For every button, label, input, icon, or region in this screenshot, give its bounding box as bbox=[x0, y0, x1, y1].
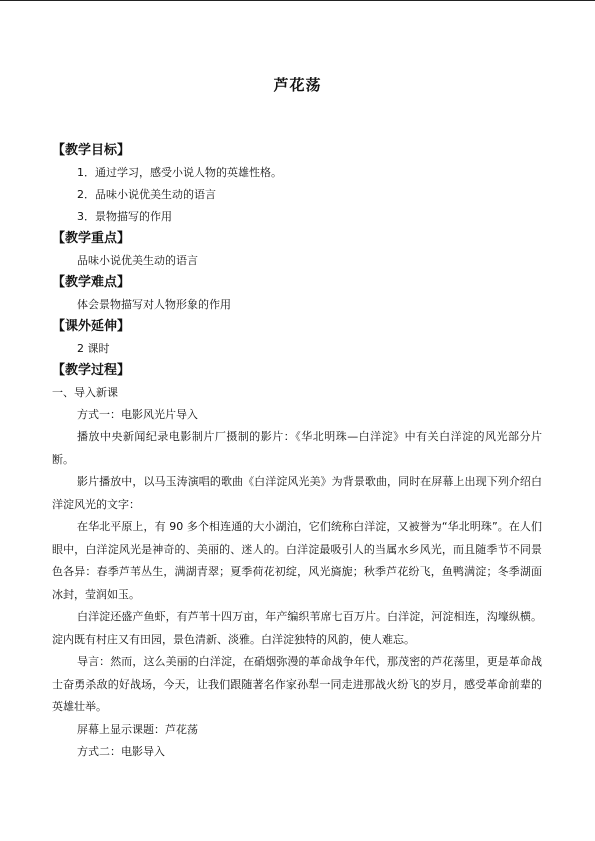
section-heading-key-points: 【教学重点】 bbox=[52, 231, 131, 246]
key-points-text: 品味小说优美生动的语言 bbox=[77, 254, 198, 267]
section-heading-objectives: 【教学目标】 bbox=[52, 143, 131, 158]
process-section-1: 一、导入新课 bbox=[52, 386, 118, 399]
process-paragraph: 在华北平原上，有 90 多个相连通的大小湖泊，它们统称白洋淀，又被誉为“华北明珠”。在人们眼中，白洋淀风光是神奇的、美丽的、迷人的。白洋淀最吸引人的当属水乡风光，而且随季节不同景色各异：春季芦苇丛生，满湖青翠；夏季荷花初绽，风光旖旎；秋季芦花纷飞，鱼鸭满淀；冬季湖面冰封，莹润如玉。 bbox=[52, 520, 542, 601]
process-paragraph: 导言：然而，这么美丽的白洋淀，在硝烟弥漫的革命战争年代，那茂密的芦花荡里，更是革命战士奋勇杀敌的好战场，今天，让我们跟随著名作家孙犁一同走进那战火纷飞的岁月，感受革命前辈的英雄壮举。 bbox=[52, 655, 542, 713]
section-heading-process: 【教学过程】 bbox=[52, 363, 131, 378]
section-heading-difficulties: 【教学难点】 bbox=[52, 275, 131, 290]
extension-text: 2 课时 bbox=[77, 342, 110, 355]
document-body bbox=[52, 140, 542, 764]
objective-item: 3．景物描写的作用 bbox=[77, 210, 172, 223]
difficulties-text: 体会景物描写对人物形象的作用 bbox=[77, 298, 231, 311]
process-paragraph: 方式二：电影导入 bbox=[77, 745, 165, 758]
process-paragraph: 影片播放中，以马玉涛演唱的歌曲《白洋淀风光美》为背景歌曲，同时在屏幕上出现下列介绍白洋淀风光的文字： bbox=[52, 475, 542, 511]
objective-item: 2．品味小说优美生动的语言 bbox=[77, 188, 216, 201]
objective-item: 1．通过学习，感受小说人物的英雄性格。 bbox=[77, 166, 282, 179]
process-paragraph: 屏幕上显示课题：芦花荡 bbox=[77, 722, 198, 736]
top-border-line bbox=[0, 0, 595, 1]
process-paragraph: 白洋淀还盛产鱼虾，有芦苇十四万亩，年产编织苇席七百万片。白洋淀，河淀相连，沟壕纵横。淀内既有村庄又有田园，景色清新、淡雅。白洋淀独特的风韵，使人难忘。 bbox=[52, 610, 542, 646]
process-paragraph: 播放中央新闻纪录电影制片厂摄制的影片：《华北明珠—白洋淀》中有关白洋淀的风光部分片断。 bbox=[52, 430, 542, 466]
section-heading-extension: 【课外延伸】 bbox=[52, 319, 131, 334]
document-title: 芦花荡 bbox=[273, 76, 322, 94]
process-method-1: 方式一：电影风光片导入 bbox=[77, 408, 198, 421]
